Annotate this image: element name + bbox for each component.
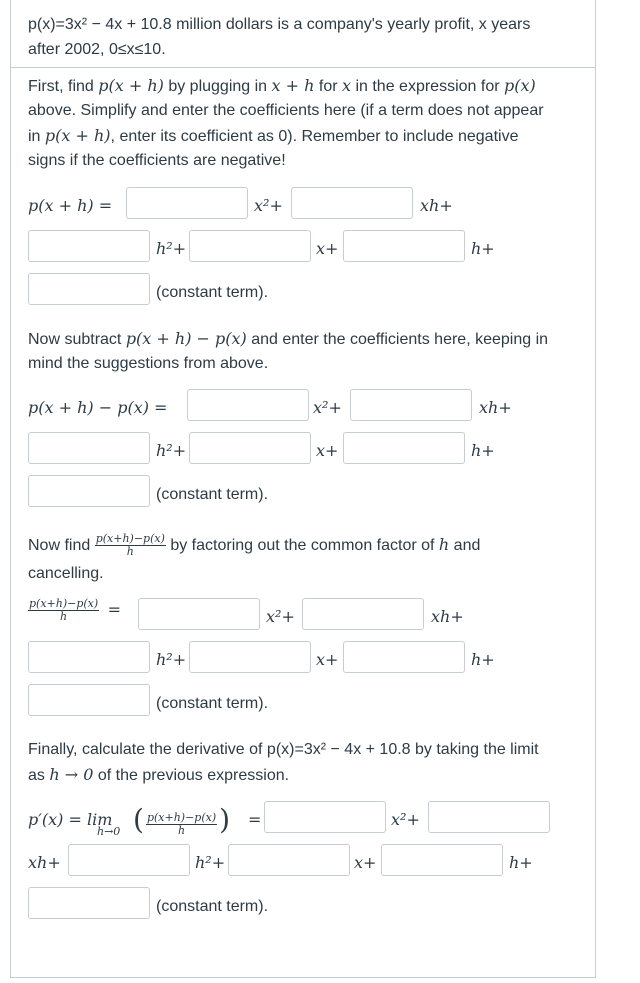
step2-h2-label: h²+ [156, 441, 187, 460]
step1-xh-coefficient-input[interactable] [291, 187, 413, 219]
step2-h-coefficient-input[interactable] [343, 432, 465, 464]
step4-xh-label: xh+ [28, 853, 61, 872]
problem-text-line1: p(x)=3x² − 4x + 10.8 million dollars is a company's yearly profit, x years [28, 16, 531, 33]
step3-constant-input[interactable] [28, 684, 150, 716]
step4-x-coefficient-input[interactable] [228, 844, 350, 876]
step2-x-coefficient-input[interactable] [189, 432, 311, 464]
step4-derivative-lhs: p′(x) = lim [28, 810, 113, 829]
step3-xh-coefficient-input[interactable] [302, 598, 424, 630]
step1-xh-label: xh+ [420, 196, 453, 215]
step3-x-label: x+ [316, 650, 339, 669]
step4-h-label: h+ [509, 853, 533, 872]
step2-lhs: p(x + h) − p(x) = [28, 398, 168, 417]
step2-text-line2: mind the suggestions from above. [28, 355, 269, 372]
step2-h2-coefficient-input[interactable] [28, 432, 150, 464]
step4-limit-expression: ( $\frac{p(x+h)-p(x)}{h}$ ) [133, 803, 231, 838]
divider [10, 67, 596, 68]
step4-h-coefficient-input[interactable] [381, 844, 503, 876]
step4-equals: = [248, 810, 262, 829]
step1-text-line1: First, find p(x + h) by plugging in x + h for x in the expression for p(x) [28, 76, 536, 95]
step2-x2-coefficient-input[interactable] [187, 389, 309, 421]
step3-x2-label: x²+ [266, 607, 295, 626]
step2-x-label: x+ [316, 441, 339, 460]
step2-h-label: h+ [471, 441, 495, 460]
step4-h2-coefficient-input[interactable] [68, 844, 190, 876]
step3-x-coefficient-input[interactable] [189, 641, 311, 673]
step3-h-label: h+ [471, 650, 495, 669]
step2-constant-label: (constant term). [156, 486, 269, 503]
step3-constant-label: (constant term). [156, 695, 269, 712]
step1-x-label: x+ [316, 239, 339, 258]
step1-h-coefficient-input[interactable] [343, 230, 465, 262]
step4-constant-input[interactable] [28, 887, 150, 919]
step3-text-line2: cancelling. [28, 565, 104, 582]
step1-constant-label: (constant term). [156, 284, 269, 301]
step3-xh-label: xh+ [431, 607, 464, 626]
step3-inline-fraction: $\frac{p(x+h)-p(x)}{h}$ [95, 532, 165, 559]
step4-x2-coefficient-input[interactable] [264, 801, 386, 833]
step1-h2-coefficient-input[interactable] [28, 230, 150, 262]
step1-text-line3: in p(x + h), enter its coefficient as 0). Remember to include negative [28, 126, 519, 145]
step1-h2-label: h²+ [156, 239, 187, 258]
step4-constant-label: (constant term). [156, 898, 269, 915]
step1-constant-input[interactable] [28, 273, 150, 305]
step3-h-coefficient-input[interactable] [343, 641, 465, 673]
step4-x2-label: x²+ [391, 810, 420, 829]
problem-text-line2: after 2002, 0≤x≤10. [28, 41, 166, 58]
step3-h2-label: h²+ [156, 650, 187, 669]
step1-x2-label: x²+ [254, 196, 283, 215]
step4-text-line1: Finally, calculate the derivative of p(x)=3x² − 4x + 10.8 by taking the limit [28, 741, 539, 758]
step1-x2-coefficient-input[interactable] [126, 187, 248, 219]
step3-lhs: $\frac{p(x+h)-p(x)}{h}$ = [29, 597, 122, 624]
step4-limit-subscript: h→0 [97, 825, 121, 838]
step4-x-label: x+ [354, 853, 377, 872]
step1-text-line2: above. Simplify and enter the coefficients here (if a term does not appear [28, 102, 544, 119]
step1-lhs: p(x + h) = [28, 196, 113, 215]
step4-xh-coefficient-input[interactable] [428, 801, 550, 833]
step2-constant-input[interactable] [28, 475, 150, 507]
step2-xh-label: xh+ [479, 398, 512, 417]
step1-x-coefficient-input[interactable] [189, 230, 311, 262]
step2-text-line1: Now subtract p(x + h) − p(x) and enter the coefficients here, keeping in [28, 329, 549, 348]
step3-text-line1: Now find $\frac{p(x+h)-p(x)}{h}$ by factoring out the common factor of h and [28, 532, 481, 559]
step1-text-line4: signs if the coefficients are negative! [28, 152, 286, 169]
step4-text-line2: as h → 0 of the previous expression. [28, 765, 290, 784]
step4-h2-label: h²+ [195, 853, 226, 872]
step3-x2-coefficient-input[interactable] [138, 598, 260, 630]
step2-xh-coefficient-input[interactable] [350, 389, 472, 421]
step1-h-label: h+ [471, 239, 495, 258]
step2-x2-label: x²+ [313, 398, 342, 417]
step3-h2-coefficient-input[interactable] [28, 641, 150, 673]
